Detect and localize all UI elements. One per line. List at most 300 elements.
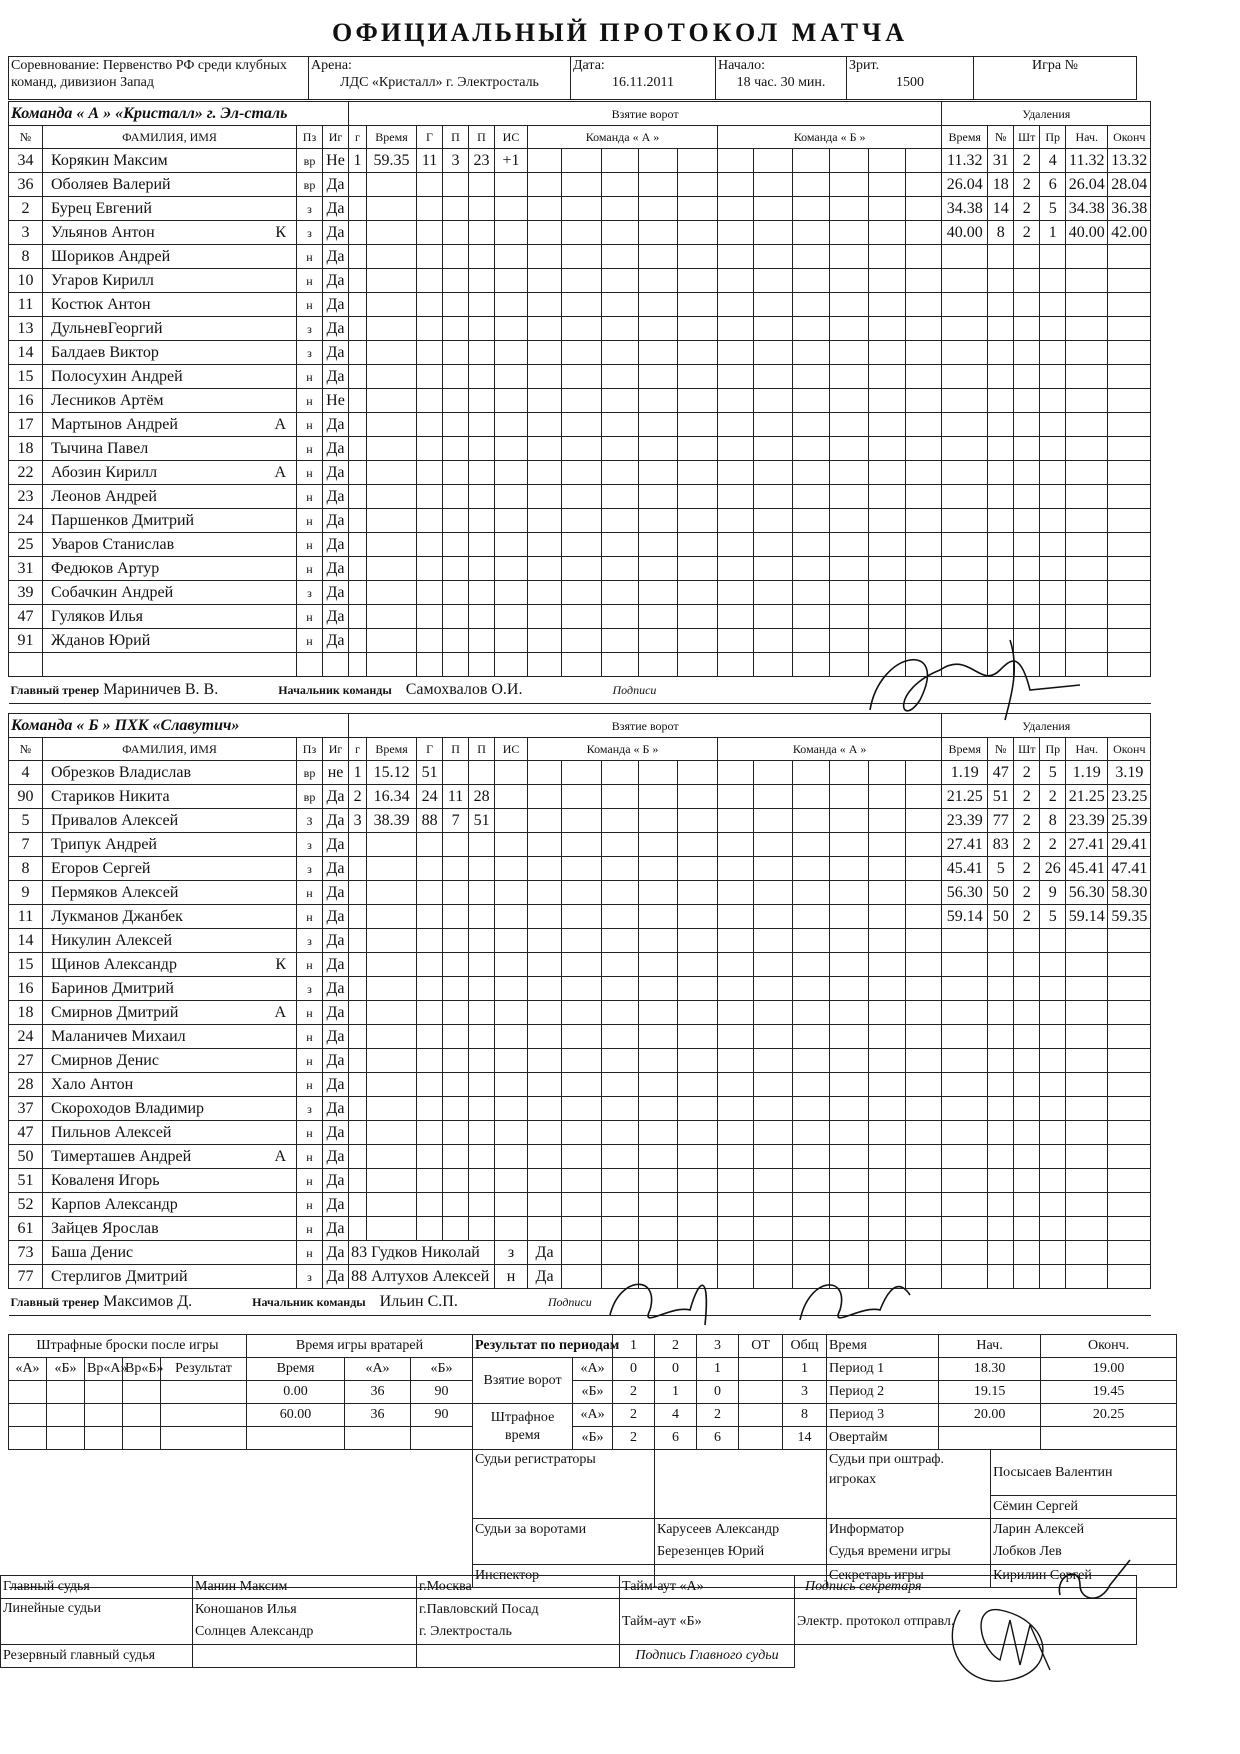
title-part1: ОФИЦИАЛЬНЫЙ [332,18,590,47]
penalty-time: 27.41 [942,833,988,857]
player-name: Баринов Дмитрий [51,979,174,997]
table-row [9,1217,1151,1241]
goal-time: 38.39 [367,809,417,833]
goal-judges-label: Судьи за воротами [473,1519,655,1565]
player-position: з [297,1097,323,1121]
penalty-time: 59.14 [942,905,988,929]
extra-player-number: 88 [351,1267,368,1285]
penalty-reason: 5 [1040,197,1066,221]
player-name: Балдаев Виктор [51,343,159,361]
linesman-2: Солнцев Александр [195,1624,314,1639]
player-position: н [297,1121,323,1145]
eprotocol-label: Электр. протокол отправл. [795,1599,1137,1645]
penalty-min: 2 [1014,905,1040,929]
table-row [9,485,1151,509]
player-position: З [297,809,323,833]
extra-player-plays: Да [528,1265,562,1289]
penalty-time: 34.38 [942,197,988,221]
player-position: н [297,1193,323,1217]
arena-cell: Арена: ЛДС «Кристалл» г. Электросталь [309,57,571,100]
player-position: н [297,1073,323,1097]
player-number: 8 [9,857,43,881]
penalty-num: 50 [988,881,1014,905]
team-b-table [8,713,1151,1316]
header-pen-num: № [988,738,1014,761]
goal-is: +1 [495,149,528,173]
header-pen-start: Нач. [1066,738,1108,761]
player-name-cell [43,905,297,929]
player-number: 2 [9,197,43,221]
team-a-table [8,101,1151,704]
penalty-start: 56.30 [1066,881,1108,905]
goals-a-ot [739,1358,783,1381]
header-goal-p2: П [469,126,495,149]
coach-cell [9,1289,1151,1316]
player-name-cell [43,581,297,605]
player-name: Оболяев Валерий [51,175,171,193]
table-row [9,1121,1151,1145]
goals-section-header: Взятие ворот [349,714,942,738]
player-position: з [297,197,323,221]
shootout-result-header: Результат [161,1358,247,1381]
player-name-cell [43,437,297,461]
goal-g: 88 [417,809,443,833]
player-name-cell [43,1265,297,1289]
table-row [9,953,1151,977]
shootout-b-header: «Б» [47,1358,85,1381]
header-pen-min: Шт [1014,126,1040,149]
player-plays: Да [323,293,349,317]
player-role: К [275,955,286,973]
penalty-end: 25.39 [1108,809,1151,833]
linesman-1-city: г.Павловский Посад [419,1602,539,1617]
penalty-judges-label: Судьи при оштраф. игроках [827,1450,991,1519]
penalty-end: 47.41 [1108,857,1151,881]
header-shots-second: Команда « Б » [718,126,942,149]
penalty-reason: 2 [1040,785,1066,809]
goal-is [495,761,528,785]
player-plays: Да [323,437,349,461]
player-plays: Да [323,1121,349,1145]
player-plays: Да [323,341,349,365]
timeout-b-label: Тайм-аут «Б» [620,1599,795,1645]
pen-a-p2: 4 [655,1404,697,1427]
player-name-cell [43,509,297,533]
player-position: н [297,557,323,581]
period-1-start: 18.30 [939,1358,1041,1381]
player-name-cell [43,1193,297,1217]
timeout-a-label: Тайм-аут «А» [620,1576,795,1599]
player-name-cell [43,1217,297,1241]
player-name-cell [43,293,297,317]
goal-p2: 51 [469,809,495,833]
table-row [9,293,1151,317]
table-row [9,833,1151,857]
period-col-1: 1 [613,1335,655,1358]
pen-a-p1: 2 [613,1404,655,1427]
player-name: Полосухин Андрей [51,367,183,385]
penalty-min: 2 [1014,857,1040,881]
table-row [9,1145,1151,1169]
period-1-label: Период 1 [827,1358,939,1381]
player-name-cell [43,533,297,557]
player-plays: Да [323,1265,349,1289]
player-name-cell [43,365,297,389]
player-name-cell [43,1001,297,1025]
table-row [9,317,1151,341]
overtime-start [939,1427,1041,1450]
player-number: 16 [9,389,43,413]
header-pen-time: Время [942,126,988,149]
player-plays: Да [323,977,349,1001]
penalty-start: 21.25 [1066,785,1108,809]
player-position: н [297,413,323,437]
penalty-reason: 9 [1040,881,1066,905]
goals-section-header: Взятие ворот [349,102,942,126]
player-number: 23 [9,485,43,509]
player-name: Уваров Станислав [51,535,175,553]
penalty-time: 40.00 [942,221,988,245]
header-goal-p1: П [443,738,469,761]
penalty-num: 5 [988,857,1014,881]
player-plays: Да [323,365,349,389]
player-position: н [297,1241,323,1265]
linesmen-label: Линейные судьи [1,1599,193,1645]
reserve-ref-label: Резервный главный судья [1,1645,193,1668]
player-plays: Да [323,1193,349,1217]
player-position: з [297,221,323,245]
player-name: Маланичев Михаил [51,1027,186,1045]
player-name: Лукманов Джанбек [51,907,183,925]
penalty-min: 2 [1014,173,1040,197]
player-role: А [274,415,286,433]
table-row [9,533,1151,557]
penalty-min: 2 [1014,761,1040,785]
table-row [9,977,1151,1001]
goalie-row-2-b: 90 [411,1404,473,1427]
player-name: Щинов Александр [51,955,177,973]
period-col-2: 2 [655,1335,697,1358]
player-position: з [297,1265,323,1289]
goalie-row-1-b: 90 [411,1381,473,1404]
player-number: 13 [9,317,43,341]
player-number: 22 [9,461,43,485]
header-num: № [9,126,43,149]
header-shots-first: Команда « А » [528,126,718,149]
shootout-vra-header: Вр«А» [85,1358,123,1381]
player-number: 27 [9,1049,43,1073]
penalty-reason: 1 [1040,221,1066,245]
player-position: н [297,269,323,293]
player-number: 36 [9,173,43,197]
secretary-signature-label: Подпись секретаря [795,1576,1137,1599]
pen-b-p2: 6 [655,1427,697,1450]
player-name-cell [43,629,297,653]
player-plays: Да [323,221,349,245]
player-name: Жданов Юрий [51,631,151,649]
player-plays: Да [323,809,349,833]
table-row [9,629,1151,653]
player-position: н [297,881,323,905]
table-row [9,857,1151,881]
player-name-cell [43,245,297,269]
player-position: з [297,581,323,605]
penalty-num: 8 [988,221,1014,245]
coach-name: Максимов Д. [103,1293,193,1310]
goalie-row-1-time: 0.00 [247,1381,345,1404]
periods-pen-b-label: «Б» [573,1427,613,1450]
penalty-start: 23.39 [1066,809,1108,833]
player-number: 25 [9,533,43,557]
player-position: вр [297,149,323,173]
header-goal-p1: П [443,126,469,149]
goals-b-p3: 0 [697,1381,739,1404]
header-goal-time: Время [367,738,417,761]
player-name-cell [43,269,297,293]
player-role: К [275,223,286,241]
header-pos: Пз [297,738,323,761]
player-number: 14 [9,929,43,953]
overtime-end [1041,1427,1177,1450]
penalty-reason: 5 [1040,761,1066,785]
player-role: А [274,1147,286,1165]
player-position: з [297,341,323,365]
timekeeper-label: Судья времени игры [829,1544,951,1559]
player-name: Федюков Артур [51,559,160,577]
player-number: 52 [9,1193,43,1217]
player-name: Никулин Алексей [51,931,173,949]
player-plays: Да [323,605,349,629]
player-position: з [297,857,323,881]
player-number: 17 [9,413,43,437]
penalty-min: 2 [1014,221,1040,245]
player-name: Корякин Максим [51,151,168,169]
table-row [9,197,1151,221]
player-position: н [297,485,323,509]
player-name: Скороходов Владимир [51,1099,205,1117]
coach-label: Главный тренер [10,683,100,697]
player-plays: Да [323,881,349,905]
pen-b-p3: 6 [697,1427,739,1450]
period-3-label: Период 3 [827,1404,939,1427]
player-number: 31 [9,557,43,581]
goal-p1: 11 [443,785,469,809]
player-number: 24 [9,509,43,533]
table-row [9,509,1151,533]
header-plays: Иг [323,738,349,761]
column-header-row [9,126,1151,149]
player-name-cell [43,857,297,881]
player-name-cell [43,761,297,785]
player-number: 37 [9,1097,43,1121]
column-header-row [9,738,1151,761]
header-name: ФАМИЛИЯ, ИМЯ [43,126,297,149]
player-plays: Да [323,833,349,857]
player-name-cell [43,413,297,437]
table-row [9,1193,1151,1217]
player-name: Карпов Александр [51,1195,178,1213]
player-name: Угаров Кирилл [51,271,154,289]
period-col-3: 3 [697,1335,739,1358]
penalty-reason: 6 [1040,173,1066,197]
player-name-cell [43,881,297,905]
player-number: 15 [9,365,43,389]
signatures-label: Подписи [547,1295,592,1309]
table-row [9,809,1151,833]
player-position: н [297,461,323,485]
player-position: н [297,1001,323,1025]
penalty-end: 13.32 [1108,149,1151,173]
penalty-num: 83 [988,833,1014,857]
table-row [9,1049,1151,1073]
pen-b-p1: 2 [613,1427,655,1450]
goal-g: 24 [417,785,443,809]
goals-b-total: 3 [783,1381,827,1404]
player-number: 9 [9,881,43,905]
player-number: 34 [9,149,43,173]
table-row [9,1025,1151,1049]
player-name: Костюк Антон [51,295,151,313]
goal-is [495,785,528,809]
penalty-reason: 2 [1040,833,1066,857]
penalty-min: 2 [1014,149,1040,173]
header-goal-g: Г [417,738,443,761]
table-row [9,413,1151,437]
penalty-start: 11.32 [1066,149,1108,173]
player-plays: Да [323,1169,349,1193]
goals-a-total: 1 [783,1358,827,1381]
player-position: н [297,509,323,533]
goals-a-p2: 0 [655,1358,697,1381]
player-name-cell [43,785,297,809]
manager-name: Самохвалов О.И. [405,681,523,698]
player-position: н [297,1049,323,1073]
secretary-label: Секретарь игры [827,1565,991,1588]
period-3-end: 20.25 [1041,1404,1177,1427]
player-number: 51 [9,1169,43,1193]
goalie-a-header: «А» [345,1358,411,1381]
penalty-min: 2 [1014,881,1040,905]
penalty-start: 40.00 [1066,221,1108,245]
penalty-start: 34.38 [1066,197,1108,221]
player-position: н [297,1217,323,1241]
table-row [9,1073,1151,1097]
header-goal-g: Г [417,126,443,149]
period-col-total: Общ [783,1335,827,1358]
table-row [9,581,1151,605]
manager-label: Начальник команды [252,1295,366,1309]
header-pen-start: Нач. [1066,126,1108,149]
goal-p1 [443,761,469,785]
table-row [9,149,1151,173]
goal-p1: 3 [443,149,469,173]
goal-g: 51 [417,761,443,785]
extra-player-name: Алтухов Алексей [371,1267,490,1285]
player-name: Пильнов Алексей [51,1123,172,1141]
periods-goals-label: Взятие ворот [473,1358,573,1404]
player-plays: Да [323,929,349,953]
shootout-title: Штрафные броски после игры [9,1335,247,1358]
table-row [9,605,1151,629]
period-times-time-header: Время [827,1335,939,1358]
player-name: Стариков Никита [51,787,170,805]
penalty-start: 1.19 [1066,761,1108,785]
pen-b-total: 14 [783,1427,827,1450]
team-title: Команда « Б » ПХК «Славутич» [9,714,349,738]
period-2-start: 19.15 [939,1381,1041,1404]
registrars-label: Судьи регистраторы [473,1450,655,1519]
header-pen-num: № [988,126,1014,149]
pen-a-total: 8 [783,1404,827,1427]
goalie-time-header: Время [247,1358,345,1381]
player-position: з [297,977,323,1001]
penalty-start: 45.41 [1066,857,1108,881]
period-2-end: 19.45 [1041,1381,1177,1404]
player-name-cell [43,605,297,629]
player-number: 39 [9,581,43,605]
penalty-time: 45.41 [942,857,988,881]
date-cell: Дата: 16.11.2011 [571,57,716,100]
table-row [9,221,1151,245]
table-row [9,437,1151,461]
penalty-end: 42.00 [1108,221,1151,245]
table-row [9,761,1151,785]
goalie-row-2-a: 36 [345,1404,411,1427]
player-number: 10 [9,269,43,293]
goals-a-p1: 0 [613,1358,655,1381]
penalty-num: 14 [988,197,1014,221]
table-row [9,365,1151,389]
player-name-cell [43,221,297,245]
penalty-min: 2 [1014,197,1040,221]
extra-player-number: 83 [351,1243,368,1261]
player-position: н [297,905,323,929]
goals-b-p1: 2 [613,1381,655,1404]
period-2-label: Период 2 [827,1381,939,1404]
penalty-num: 51 [988,785,1014,809]
penalty-min: 2 [1014,833,1040,857]
penalty-num: 47 [988,761,1014,785]
penalty-judge-1: Посысаев Валентин [991,1450,1177,1496]
player-number: 61 [9,1217,43,1241]
player-name: Смирнов Денис [51,1051,159,1069]
table-row [9,1169,1151,1193]
player-plays: Да [323,173,349,197]
header-goal-time: Время [367,126,417,149]
extra-player-cell [349,1265,495,1289]
player-plays: Да [323,533,349,557]
player-position: н [297,629,323,653]
goal-time: 16.34 [367,785,417,809]
player-plays: Да [323,509,349,533]
periods-pen-a-label: «А» [573,1404,613,1427]
table-row [9,1001,1151,1025]
penalty-start: 27.41 [1066,833,1108,857]
player-position: н [297,293,323,317]
player-plays: Да [323,557,349,581]
title-part2: ПРОТОКОЛ МАТЧА [599,18,908,47]
player-name-cell [43,1169,297,1193]
player-plays: Да [323,485,349,509]
player-name-cell [43,1049,297,1073]
header-pen-reason: Пр [1040,126,1066,149]
team-title-row [9,102,1151,126]
extra-player-cell [349,1241,495,1265]
goalie-time-title: Время игры вратарей [247,1335,473,1358]
pen-b-ot [739,1427,783,1450]
coach-name: Мариничев В. В. [103,681,219,698]
player-name: Обрезков Владислав [51,763,192,781]
